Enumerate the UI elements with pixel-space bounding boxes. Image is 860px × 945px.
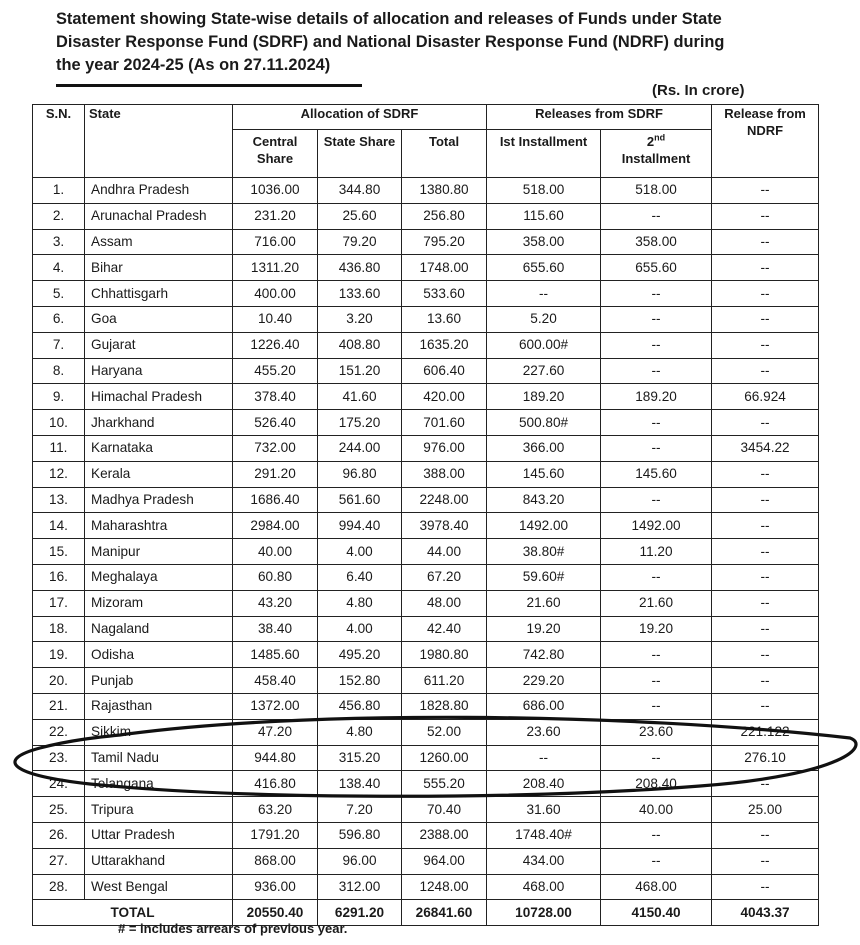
cell-state-share: 3.20 [318, 306, 402, 332]
second-word: Installment [621, 151, 691, 166]
cell-ndrf: 221.122 [712, 719, 819, 745]
table-row [33, 539, 819, 565]
cell-first: 742.80 [487, 642, 601, 668]
cell-state: Mizoram [85, 590, 233, 616]
cell-second: -- [601, 642, 712, 668]
table-row [33, 435, 819, 461]
cell-total: 2248.00 [402, 487, 487, 513]
cell-central: 526.40 [233, 410, 318, 436]
header-releases: Releases from SDRF [487, 105, 712, 130]
table-row [33, 848, 819, 874]
cell-ndrf: 276.10 [712, 745, 819, 771]
cell-state: Nagaland [85, 616, 233, 642]
cell-state: Karnataka [85, 435, 233, 461]
cell-total: 70.40 [402, 797, 487, 823]
table-row [33, 487, 819, 513]
cell-state-share: 152.80 [318, 668, 402, 694]
cell-total: 1248.00 [402, 874, 487, 900]
cell-first: 1748.40# [487, 822, 601, 848]
header-allocation: Allocation of SDRF [233, 105, 487, 130]
cell-central: 1226.40 [233, 332, 318, 358]
cell-first: 229.20 [487, 668, 601, 694]
total-state-share: 6291.20 [318, 900, 402, 926]
cell-sn: 11. [33, 435, 85, 461]
table-row [33, 668, 819, 694]
cell-ndrf: -- [712, 281, 819, 307]
cell-sn: 3. [33, 229, 85, 255]
cell-state: West Bengal [85, 874, 233, 900]
cell-first: 468.00 [487, 874, 601, 900]
cell-total: 964.00 [402, 848, 487, 874]
cell-total: 976.00 [402, 435, 487, 461]
cell-state-share: 315.20 [318, 745, 402, 771]
cell-ndrf: -- [712, 539, 819, 565]
cell-second: 145.60 [601, 461, 712, 487]
cell-sn: 2. [33, 203, 85, 229]
total-first: 10728.00 [487, 900, 601, 926]
cell-state-share: 4.00 [318, 616, 402, 642]
cell-sn: 8. [33, 358, 85, 384]
cell-state-share: 244.00 [318, 435, 402, 461]
cell-sn: 4. [33, 255, 85, 281]
cell-state-share: 456.80 [318, 693, 402, 719]
cell-ndrf: -- [712, 306, 819, 332]
cell-sn: 16. [33, 564, 85, 590]
cell-state-share: 596.80 [318, 822, 402, 848]
cell-total: 48.00 [402, 590, 487, 616]
table-row [33, 306, 819, 332]
cell-state-share: 138.40 [318, 771, 402, 797]
cell-state: Punjab [85, 668, 233, 694]
cell-sn: 7. [33, 332, 85, 358]
cell-first: 686.00 [487, 693, 601, 719]
cell-central: 1485.60 [233, 642, 318, 668]
cell-state-share: 344.80 [318, 178, 402, 204]
table-row [33, 564, 819, 590]
cell-state: Odisha [85, 642, 233, 668]
cell-second: -- [601, 410, 712, 436]
cell-state: Assam [85, 229, 233, 255]
cell-second: -- [601, 203, 712, 229]
cell-central: 47.20 [233, 719, 318, 745]
cell-second: -- [601, 487, 712, 513]
cell-first: -- [487, 745, 601, 771]
table-row [33, 203, 819, 229]
table-row [33, 590, 819, 616]
cell-total: 3978.40 [402, 513, 487, 539]
second-sup: nd [654, 132, 666, 143]
cell-second: -- [601, 693, 712, 719]
cell-state-share: 6.40 [318, 564, 402, 590]
cell-second: 468.00 [601, 874, 712, 900]
cell-central: 455.20 [233, 358, 318, 384]
cell-second: 11.20 [601, 539, 712, 565]
cell-second: 1492.00 [601, 513, 712, 539]
cell-state-share: 41.60 [318, 384, 402, 410]
total-label: TOTAL [33, 900, 233, 926]
cell-state-share: 7.20 [318, 797, 402, 823]
title-line: Statement showing State-wise details of allocation and releases of Funds under State [56, 10, 722, 28]
cell-ndrf: -- [712, 358, 819, 384]
header-total: Total [402, 130, 487, 178]
cell-state: Uttarakhand [85, 848, 233, 874]
cell-central: 38.40 [233, 616, 318, 642]
cell-first: 38.80# [487, 539, 601, 565]
cell-sn: 10. [33, 410, 85, 436]
cell-state: Maharashtra [85, 513, 233, 539]
cell-second: -- [601, 358, 712, 384]
cell-total: 388.00 [402, 461, 487, 487]
cell-first: 843.20 [487, 487, 601, 513]
cell-central: 1036.00 [233, 178, 318, 204]
cell-state-share: 4.80 [318, 719, 402, 745]
cell-sn: 24. [33, 771, 85, 797]
table-row [33, 255, 819, 281]
cell-total: 1828.80 [402, 693, 487, 719]
cell-state-share: 175.20 [318, 410, 402, 436]
cell-ndrf: -- [712, 693, 819, 719]
cell-total: 555.20 [402, 771, 487, 797]
cell-total: 52.00 [402, 719, 487, 745]
cell-state: Bihar [85, 255, 233, 281]
cell-first: 31.60 [487, 797, 601, 823]
cell-first: 434.00 [487, 848, 601, 874]
title-underline [56, 84, 362, 87]
cell-second: 189.20 [601, 384, 712, 410]
cell-sn: 19. [33, 642, 85, 668]
header-state: State [85, 105, 233, 178]
cell-sn: 22. [33, 719, 85, 745]
cell-first: 19.20 [487, 616, 601, 642]
funds-table [32, 104, 819, 926]
table-row [33, 384, 819, 410]
cell-state-share: 312.00 [318, 874, 402, 900]
table-row [33, 616, 819, 642]
table-row [33, 358, 819, 384]
cell-sn: 20. [33, 668, 85, 694]
cell-total: 256.80 [402, 203, 487, 229]
cell-state: Andhra Pradesh [85, 178, 233, 204]
cell-total: 42.40 [402, 616, 487, 642]
cell-central: 936.00 [233, 874, 318, 900]
cell-second: 518.00 [601, 178, 712, 204]
cell-central: 2984.00 [233, 513, 318, 539]
title-line: Disaster Response Fund (SDRF) and National Disaster Response Fund (NDRF) during [56, 33, 725, 51]
cell-state: Manipur [85, 539, 233, 565]
cell-total: 611.20 [402, 668, 487, 694]
header-ndrf: Release from NDRF [712, 105, 819, 178]
cell-central: 944.80 [233, 745, 318, 771]
cell-second: -- [601, 435, 712, 461]
table-row [33, 719, 819, 745]
table-row [33, 410, 819, 436]
cell-central: 43.20 [233, 590, 318, 616]
cell-state: Kerala [85, 461, 233, 487]
cell-second: 19.20 [601, 616, 712, 642]
cell-total: 1380.80 [402, 178, 487, 204]
cell-sn: 23. [33, 745, 85, 771]
cell-sn: 13. [33, 487, 85, 513]
cell-total: 533.60 [402, 281, 487, 307]
cell-total: 67.20 [402, 564, 487, 590]
cell-first: 21.60 [487, 590, 601, 616]
cell-state: Rajasthan [85, 693, 233, 719]
cell-state-share: 151.20 [318, 358, 402, 384]
cell-state-share: 495.20 [318, 642, 402, 668]
header-central-share: Central Share [233, 130, 318, 178]
cell-sn: 21. [33, 693, 85, 719]
cell-second: 358.00 [601, 229, 712, 255]
cell-state-share: 4.00 [318, 539, 402, 565]
cell-state-share: 561.60 [318, 487, 402, 513]
table-row [33, 874, 819, 900]
total-central: 20550.40 [233, 900, 318, 926]
cell-state: Tamil Nadu [85, 745, 233, 771]
cell-first: 518.00 [487, 178, 601, 204]
cell-ndrf: -- [712, 642, 819, 668]
cell-second: 40.00 [601, 797, 712, 823]
cell-first: 500.80# [487, 410, 601, 436]
cell-central: 40.00 [233, 539, 318, 565]
cell-second: -- [601, 848, 712, 874]
cell-central: 868.00 [233, 848, 318, 874]
cell-sn: 26. [33, 822, 85, 848]
header-first-installment: Ist Installment [487, 130, 601, 178]
table-row [33, 642, 819, 668]
cell-first: 600.00# [487, 332, 601, 358]
cell-ndrf: -- [712, 771, 819, 797]
cell-central: 231.20 [233, 203, 318, 229]
table-row [33, 513, 819, 539]
cell-sn: 28. [33, 874, 85, 900]
cell-first: 655.60 [487, 255, 601, 281]
cell-first: 208.40 [487, 771, 601, 797]
cell-sn: 17. [33, 590, 85, 616]
cell-state-share: 79.20 [318, 229, 402, 255]
second-num: 2 [646, 134, 655, 149]
cell-sn: 1. [33, 178, 85, 204]
header-sn: S.N. [33, 105, 85, 178]
cell-state: Himachal Pradesh [85, 384, 233, 410]
cell-ndrf: -- [712, 255, 819, 281]
cell-sn: 9. [33, 384, 85, 410]
cell-state: Sikkim [85, 719, 233, 745]
cell-state-share: 25.60 [318, 203, 402, 229]
cell-state: Haryana [85, 358, 233, 384]
cell-sn: 15. [33, 539, 85, 565]
document-title [56, 8, 826, 77]
cell-first: 115.60 [487, 203, 601, 229]
cell-sn: 18. [33, 616, 85, 642]
cell-central: 63.20 [233, 797, 318, 823]
footnote: # = includes arrears of previous year. [118, 921, 348, 936]
cell-ndrf: -- [712, 590, 819, 616]
cell-central: 1372.00 [233, 693, 318, 719]
cell-state: Goa [85, 306, 233, 332]
cell-ndrf: -- [712, 178, 819, 204]
unit-label: (Rs. In crore) [652, 82, 745, 99]
cell-central: 716.00 [233, 229, 318, 255]
cell-sn: 27. [33, 848, 85, 874]
cell-total: 44.00 [402, 539, 487, 565]
cell-second: -- [601, 564, 712, 590]
title-line: the year 2024-25 (As on 27.11.2024) [56, 56, 331, 74]
cell-total: 420.00 [402, 384, 487, 410]
cell-ndrf: -- [712, 410, 819, 436]
cell-state-share: 96.00 [318, 848, 402, 874]
cell-first: 5.20 [487, 306, 601, 332]
cell-ndrf: 66.924 [712, 384, 819, 410]
cell-ndrf: 3454.22 [712, 435, 819, 461]
cell-central: 416.80 [233, 771, 318, 797]
cell-state-share: 4.80 [318, 590, 402, 616]
cell-central: 1791.20 [233, 822, 318, 848]
cell-first: 59.60# [487, 564, 601, 590]
cell-first: 145.60 [487, 461, 601, 487]
cell-ndrf: -- [712, 229, 819, 255]
cell-sn: 12. [33, 461, 85, 487]
cell-state-share: 408.80 [318, 332, 402, 358]
table-row [33, 229, 819, 255]
cell-first: 189.20 [487, 384, 601, 410]
cell-state: Chhattisgarh [85, 281, 233, 307]
header-second-installment [601, 130, 712, 178]
cell-ndrf: -- [712, 848, 819, 874]
cell-sn: 25. [33, 797, 85, 823]
cell-state: Madhya Pradesh [85, 487, 233, 513]
cell-central: 1686.40 [233, 487, 318, 513]
cell-total: 1635.20 [402, 332, 487, 358]
cell-central: 732.00 [233, 435, 318, 461]
cell-total: 795.20 [402, 229, 487, 255]
cell-first: 227.60 [487, 358, 601, 384]
header-state-share: State Share [318, 130, 402, 178]
cell-total: 2388.00 [402, 822, 487, 848]
cell-second: -- [601, 822, 712, 848]
cell-total: 1748.00 [402, 255, 487, 281]
cell-state: Meghalaya [85, 564, 233, 590]
cell-central: 400.00 [233, 281, 318, 307]
cell-state: Gujarat [85, 332, 233, 358]
cell-total: 13.60 [402, 306, 487, 332]
cell-state: Tripura [85, 797, 233, 823]
cell-central: 1311.20 [233, 255, 318, 281]
cell-total: 701.60 [402, 410, 487, 436]
total-total: 26841.60 [402, 900, 487, 926]
cell-sn: 14. [33, 513, 85, 539]
table-row [33, 693, 819, 719]
table-row [33, 178, 819, 204]
total-second: 4150.40 [601, 900, 712, 926]
table-row [33, 745, 819, 771]
table-row [33, 461, 819, 487]
cell-ndrf: -- [712, 461, 819, 487]
table-row [33, 332, 819, 358]
cell-ndrf: -- [712, 564, 819, 590]
table-row [33, 822, 819, 848]
cell-ndrf: -- [712, 874, 819, 900]
cell-state-share: 436.80 [318, 255, 402, 281]
cell-second: -- [601, 281, 712, 307]
cell-second: -- [601, 306, 712, 332]
cell-total: 1260.00 [402, 745, 487, 771]
cell-ndrf: -- [712, 203, 819, 229]
cell-total: 1980.80 [402, 642, 487, 668]
cell-second: 655.60 [601, 255, 712, 281]
cell-state-share: 133.60 [318, 281, 402, 307]
cell-ndrf: -- [712, 513, 819, 539]
cell-central: 291.20 [233, 461, 318, 487]
cell-ndrf: -- [712, 332, 819, 358]
cell-ndrf: -- [712, 822, 819, 848]
cell-first: 366.00 [487, 435, 601, 461]
cell-second: -- [601, 332, 712, 358]
cell-ndrf: -- [712, 487, 819, 513]
cell-central: 10.40 [233, 306, 318, 332]
table-row [33, 797, 819, 823]
cell-ndrf: 25.00 [712, 797, 819, 823]
cell-second: -- [601, 668, 712, 694]
cell-state: Uttar Pradesh [85, 822, 233, 848]
cell-central: 458.40 [233, 668, 318, 694]
cell-second: 21.60 [601, 590, 712, 616]
cell-total: 606.40 [402, 358, 487, 384]
table-body [33, 178, 819, 926]
cell-state: Telangana [85, 771, 233, 797]
table-row [33, 281, 819, 307]
table-row [33, 771, 819, 797]
cell-first: 23.60 [487, 719, 601, 745]
cell-state: Jharkhand [85, 410, 233, 436]
cell-ndrf: -- [712, 616, 819, 642]
cell-central: 378.40 [233, 384, 318, 410]
cell-second: -- [601, 745, 712, 771]
cell-ndrf: -- [712, 668, 819, 694]
cell-first: 1492.00 [487, 513, 601, 539]
cell-state-share: 96.80 [318, 461, 402, 487]
cell-state-share: 994.40 [318, 513, 402, 539]
cell-first: -- [487, 281, 601, 307]
cell-state: Arunachal Pradesh [85, 203, 233, 229]
cell-second: 23.60 [601, 719, 712, 745]
total-ndrf: 4043.37 [712, 900, 819, 926]
cell-sn: 6. [33, 306, 85, 332]
cell-second: 208.40 [601, 771, 712, 797]
cell-sn: 5. [33, 281, 85, 307]
cell-central: 60.80 [233, 564, 318, 590]
cell-first: 358.00 [487, 229, 601, 255]
